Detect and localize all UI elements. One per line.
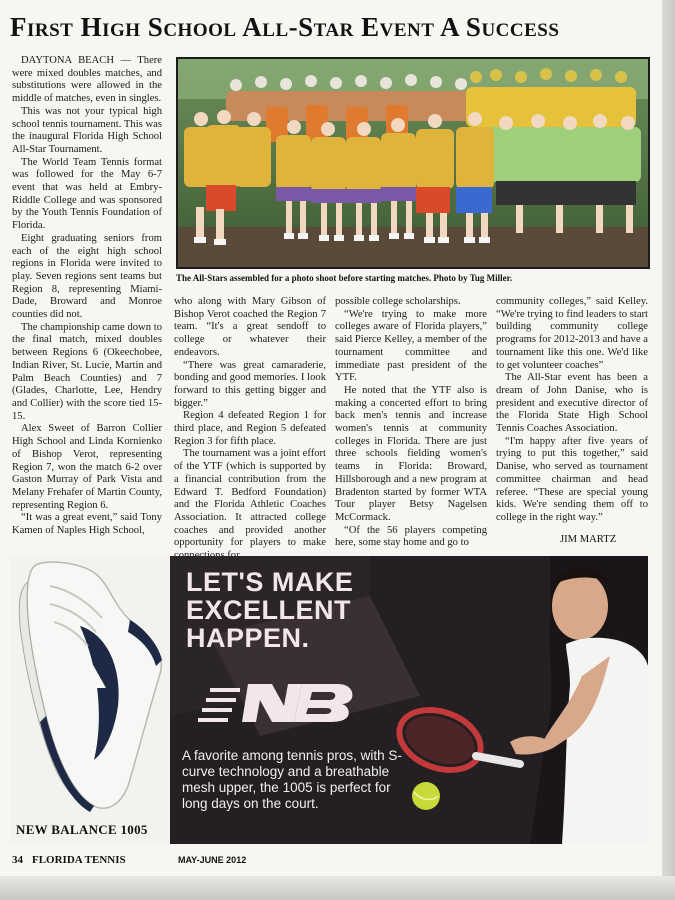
paragraph: Eight graduating seniors from each of the eight high school regions in Florida were invited to play. Seven regions sent teams but Region 8, representing Miami-Dade, Broward and Monroe counties did not. bbox=[12, 232, 162, 321]
article-column-2 bbox=[174, 296, 326, 549]
page-edge-shadow bbox=[662, 0, 675, 900]
paragraph: Alex Sweet of Barron Collier High School and Linda Kornienko of Bishop Verot, representing Region 7, won the match 6-2 over Gaston Murray of Park Vista and Melany Frehafer of Martin County, representing Region 6. bbox=[12, 423, 162, 511]
issue-date: MAY-JUNE 2012 bbox=[178, 855, 247, 865]
paragraph: DAYTONA BEACH — There were mixed doubles matches, and substitutions were allowed in the middle of matches, even in singles. bbox=[12, 55, 162, 105]
paragraph: The championship came down to the final match, mixed doubles between Regions 6 (Okeechobee, Indian River, St. Lucie, Martin and Palm Beach Counties) and 7 (Glades, Charlotte, Lee, Hendry and Collier) with the score tied 15-15. bbox=[12, 321, 162, 422]
paragraph: “I'm happy after five years of trying to put this together,” said Danise, who served as tournament committee chairman and head referee. “These are special young kids. We're sending them off to college in the right way.” bbox=[496, 435, 648, 523]
paragraph: Region 4 defeated Region 1 for third place, and Region 5 defeated Region 3 for fifth place. bbox=[174, 410, 326, 447]
sneaker-icon bbox=[10, 556, 170, 816]
page-bottom-shadow bbox=[0, 876, 675, 900]
paragraph: The World Team Tennis format was followed for the May 6-7 event that was held at Embry-Riddle College and was sponsored by the Youth Tennis Foundation of Florida. bbox=[12, 156, 162, 232]
ad-headline-line: EXCELLENT bbox=[186, 595, 352, 625]
page-number: 34 bbox=[12, 854, 23, 866]
paragraph: “Of the 56 players competing here, some stay home and go to bbox=[335, 524, 487, 549]
article-column-1 bbox=[12, 55, 162, 545]
photo-caption: The All-Stars assembled for a photo shoot before starting matches. Photo by Tug Miller. bbox=[176, 273, 513, 283]
ad-headline bbox=[186, 568, 353, 652]
paragraph: The All-Star event has been a dream of John Danise, who is president and executive director of the Florida State High School Tennis Coaches Association. bbox=[496, 372, 648, 435]
ad-shoe-panel bbox=[10, 556, 170, 844]
paragraph: possible college scholarships. bbox=[335, 296, 461, 307]
magazine-name: FLORIDA TENNIS bbox=[32, 854, 126, 866]
ad-body-copy: A favorite among tennis pros, with S-curve technology and a breathable mesh upper, the 1005 is perfect for long days on the court. bbox=[182, 748, 402, 811]
paragraph: He noted that the YTF also is making a concerted effort to bring back men's tennis and increase women's tennis at community colleges in Florida. There are just three schools fielding women's teams in Florida: Broward, Hillsborough and a new program at Bradenton started by former WTA Tour player Betsy Nagelsen McCormack. bbox=[335, 384, 487, 523]
author-signature: JIM MARTZ bbox=[560, 534, 617, 545]
paragraph: community colleges,” said Kelley. “We're trying to find leaders to start building community college programs for 2012-2013 and have a tournament like this one. We'd like to get volunteer coaches” bbox=[496, 296, 648, 371]
tennis-player-illustration bbox=[391, 556, 648, 844]
ad-headline-line: HAPPEN. bbox=[186, 623, 310, 653]
paragraph: “We're trying to make more colleges aware of Florida players,” said Pierce Kelley, a member of the tournament committee and immediate past president of the YTF. bbox=[335, 308, 487, 384]
article-column-4 bbox=[496, 296, 648, 546]
paragraph: This was not your typical high school tennis tournament. This was the inaugural Florida High School All-Star Tournament. bbox=[12, 105, 162, 155]
paragraph: who along with Mary Gibson of Bishop Verot coached the Region 7 team. “It's a great sendoff to college or whatever their endeavors. bbox=[174, 296, 326, 358]
article-column-3 bbox=[335, 296, 487, 549]
team-photo-illustration bbox=[176, 57, 650, 269]
product-label: NEW BALANCE 1005 bbox=[16, 822, 148, 837]
ad-headline-line: LET'S MAKE bbox=[186, 567, 354, 597]
paragraph: The tournament was a joint effort of the YTF (which is supported by a financial contribution from the Edward T. Bedford Foundation) and the Florida Athletic Coaches Association. It attracted college coaches and provided another opportunity for players to make bbox=[174, 448, 326, 549]
paragraph: “There was great camaraderie, bonding and good memories. I look forward to this getting bigger and bigger.” bbox=[174, 359, 326, 409]
ad-banner[interactable] bbox=[170, 556, 648, 844]
paragraph: “It was a great event,” said Tony Kamen of Naples High School, bbox=[12, 512, 162, 537]
team-photo bbox=[176, 57, 650, 269]
article-headline: First High School All-Star Event A Success bbox=[10, 12, 560, 42]
